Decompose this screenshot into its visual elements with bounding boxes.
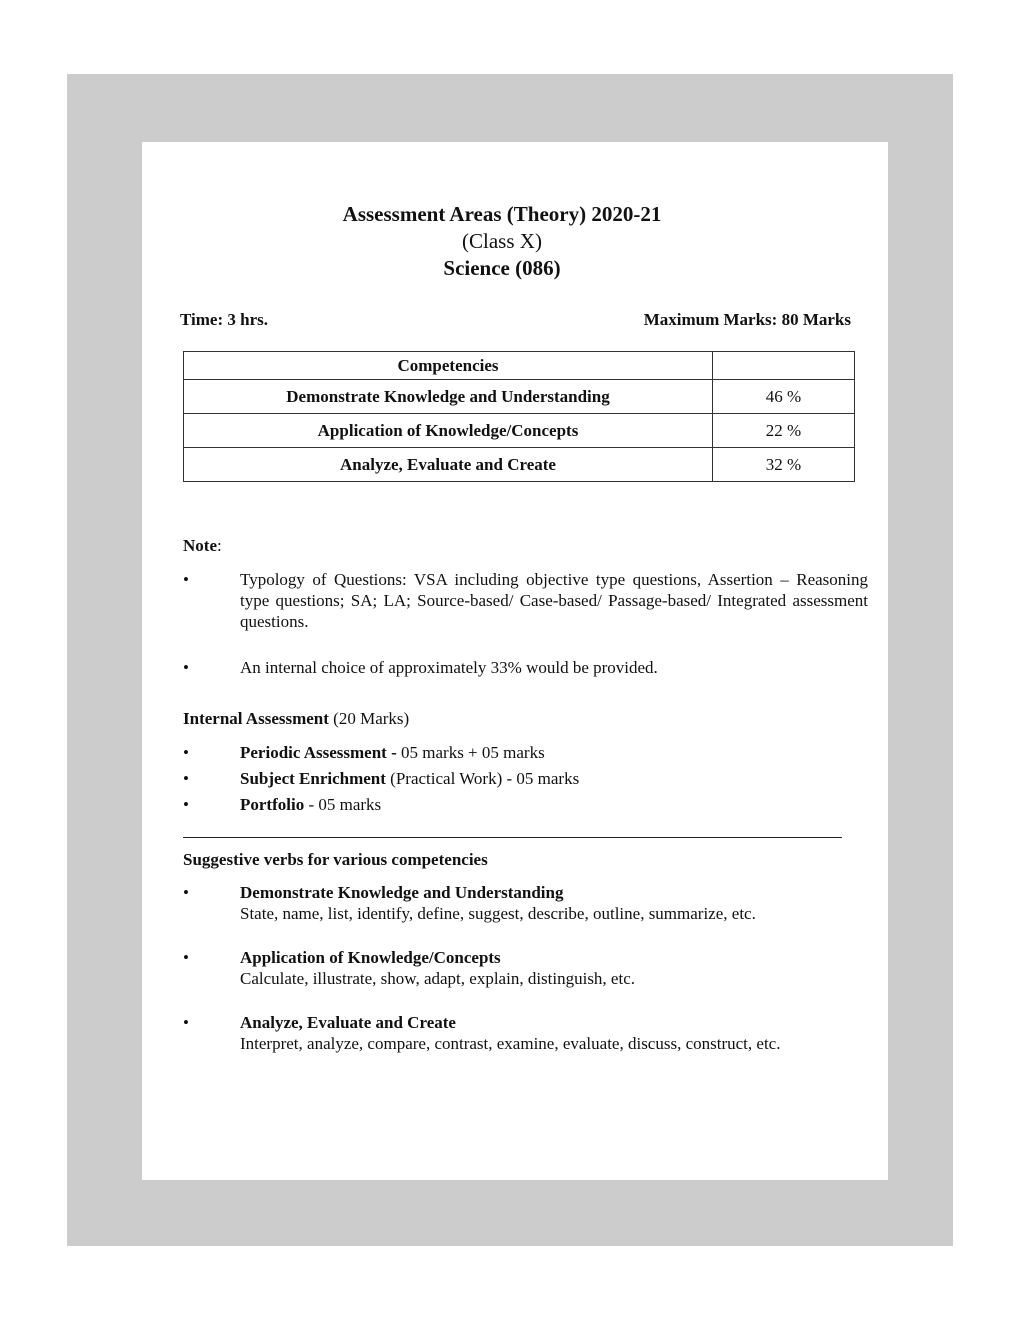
item-detail: (Practical Work) - 05 marks (385, 769, 580, 788)
divider (183, 837, 842, 838)
item-label: Periodic Assessment - (240, 743, 397, 762)
bullet-icon: • (183, 1013, 189, 1032)
table-header-weight (713, 352, 855, 380)
item-label: Subject Enrichment (240, 769, 386, 788)
table-header-competencies: Competencies (184, 352, 713, 380)
document-page (142, 142, 888, 1180)
list-item (183, 766, 868, 792)
note-list (183, 657, 868, 678)
list-item (183, 1012, 868, 1054)
competency-name: Analyze, Evaluate and Create (184, 448, 713, 482)
item-label: Portfolio (240, 795, 305, 814)
time-label: Time: 3 hrs. (180, 310, 268, 329)
list-item (183, 740, 868, 766)
note-heading-text: Note (183, 536, 217, 555)
item-detail: - 05 marks (304, 795, 382, 814)
bullet-icon: • (183, 948, 189, 967)
table-row (184, 448, 855, 482)
list-item (183, 569, 868, 632)
table-row (184, 380, 855, 414)
bullet-icon: • (183, 570, 189, 589)
list-item (183, 947, 868, 989)
bullet-icon: • (183, 795, 189, 814)
internal-assessment-title: Internal Assessment (183, 709, 329, 728)
internal-assessment-list (183, 740, 868, 818)
competencies-table (183, 351, 855, 482)
verbs-competency: Application of Knowledge/Concepts (240, 948, 501, 967)
note-heading (183, 536, 222, 556)
document-title: Assessment Areas (Theory) 2020-21 (342, 202, 662, 226)
bullet-icon: • (183, 883, 189, 902)
note-text: An internal choice of approximately 33% would be provided. (240, 658, 658, 677)
bullet-icon: • (183, 769, 189, 788)
competency-weight: 22 % (713, 414, 855, 448)
list-item (183, 882, 868, 924)
internal-assessment-marks: (20 Marks) (328, 709, 410, 728)
bullet-icon: • (183, 658, 189, 677)
item-detail: 05 marks + 05 marks (396, 743, 545, 762)
verbs-text: Calculate, illustrate, show, adapt, explain, distinguish, etc. (240, 969, 636, 988)
table-row (184, 414, 855, 448)
verbs-heading: Suggestive verbs for various competencies (183, 850, 488, 869)
max-marks-label: Maximum Marks: 80 Marks (643, 310, 851, 329)
verbs-competency: Demonstrate Knowledge and Understanding (240, 883, 564, 902)
subject-title: Science (086) (443, 256, 561, 280)
verbs-list (183, 882, 868, 1077)
verbs-text: State, name, list, identify, define, suggest, describe, outline, summarize, etc. (240, 904, 756, 923)
note-text: Typology of Questions: VSA including objective type questions, Assertion – Reasoning type questions; SA; LA; Source-based/ Case-based/ Passage-based/ Integrated assessment questions. (240, 570, 868, 631)
note-colon: : (216, 536, 222, 555)
verbs-text: Interpret, analyze, compare, contrast, examine, evaluate, discuss, construct, etc. (240, 1034, 781, 1053)
competency-name: Demonstrate Knowledge and Understanding (184, 380, 713, 414)
competency-weight: 46 % (713, 380, 855, 414)
list-item (183, 792, 868, 818)
internal-assessment-heading (183, 709, 409, 729)
note-list (183, 569, 868, 632)
class-subtitle: (Class X) (462, 229, 542, 253)
table-header-row (184, 352, 855, 380)
list-item (183, 657, 868, 678)
competency-weight: 32 % (713, 448, 855, 482)
verbs-competency: Analyze, Evaluate and Create (240, 1013, 456, 1032)
competency-name: Application of Knowledge/Concepts (184, 414, 713, 448)
bullet-icon: • (183, 743, 189, 762)
